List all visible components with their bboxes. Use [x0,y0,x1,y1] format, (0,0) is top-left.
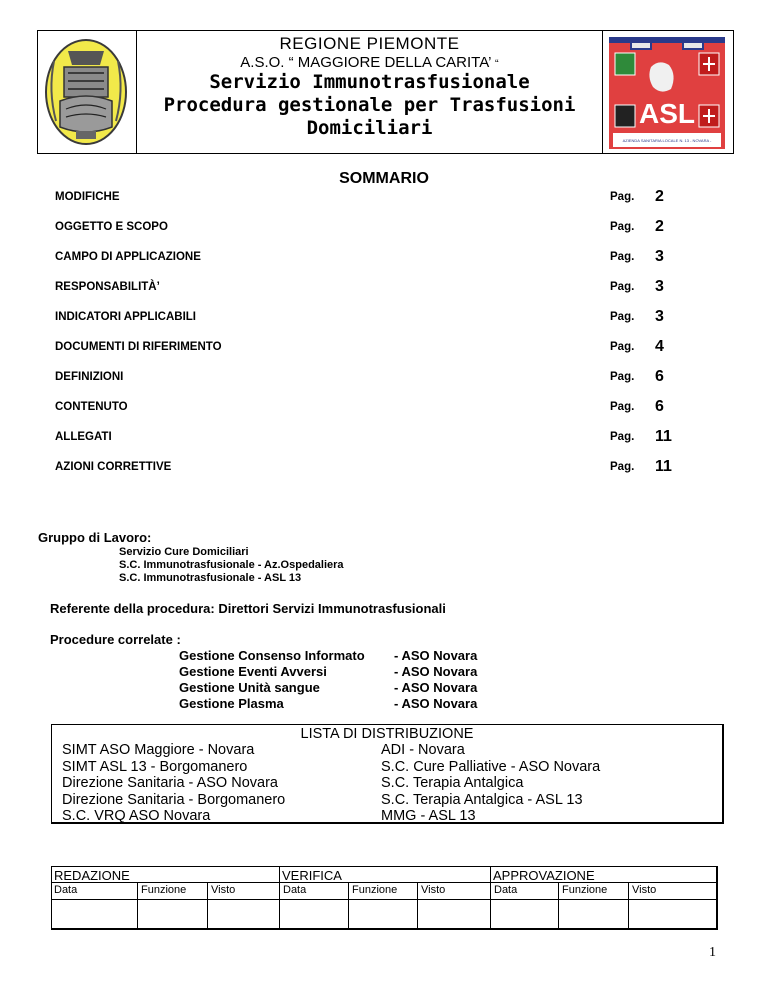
verifica-data: Data [283,884,307,896]
toc-label: OGGETTO E SCOPO [55,221,168,233]
document-header [37,30,734,154]
approvazione-header: APPROVAZIONE [493,868,595,883]
toc-label: RESPONSABILITÀ’ [55,281,160,293]
toc-pag-label: Pag. [610,251,635,263]
toc-row [55,245,695,275]
distribution-item: S.C. Terapia Antalgica [381,775,524,791]
toc-label: ALLEGATI [55,431,112,443]
procedure-org: - ASO Novara [394,680,478,695]
toc-page-number: 6 [655,368,664,385]
approval-cell-border [628,882,629,928]
approval-divider [52,899,716,900]
toc-page-number: 11 [655,428,672,445]
distribution-item: Direzione Sanitaria - ASO Novara [62,775,278,791]
approval-table [51,866,718,930]
logo-right [602,31,733,153]
toc-pag-label: Pag. [610,401,635,413]
distribution-item: SIMT ASO Maggiore - Novara [62,742,255,758]
asl-logo-text: ASL [639,98,695,129]
distribution-item: ADI - Novara [381,742,465,758]
approval-cell-border [417,882,418,928]
gruppo-members [119,546,344,585]
approvazione-funzione: Funzione [562,884,608,896]
toc-label: AZIONI CORRETTIVE [55,461,172,473]
procedure-item [179,696,509,712]
toc-label: DOCUMENTI DI RIFERIMENTO [55,341,222,353]
procedure-name: Gestione Consenso Informato [179,648,365,663]
coat-of-arms-icon [38,31,134,153]
distribution-item: SIMT ASL 13 - Borgomanero [62,758,248,775]
toc-page-number: 2 [655,188,664,205]
procedure-item [179,648,509,664]
procedure-label: Procedure correlate : [50,632,181,647]
toc-pag-label: Pag. [610,431,635,443]
toc-pag-label: Pag. [610,341,635,353]
aso-quote: “ [495,58,499,70]
approval-cell-border [279,867,280,928]
toc-pag-label: Pag. [610,221,635,233]
toc-label: CONTENUTO [55,401,128,413]
logo-left [38,31,137,153]
document-title [137,71,602,140]
header-center [137,31,602,153]
gruppo-member: S.C. Immunotrasfusionale - Az.Ospedaliera [119,559,344,571]
toc-row [55,275,695,305]
toc-page-number: 3 [655,278,664,295]
aso-name: A.S.O. “ MAGGIORE DELLA CARITA’ [240,54,496,71]
title-line-2: Procedura gestionale per Trasfusioni [163,94,576,116]
approvazione-data: Data [494,884,518,896]
procedure-item [179,680,509,696]
distribution-item: Direzione Sanitaria - Borgomanero [62,791,286,808]
toc-page-number: 4 [655,338,664,355]
toc-row [55,395,695,425]
toc-page-number: 3 [655,308,664,325]
toc-row [55,215,695,245]
toc-row [55,455,695,485]
distribution-item: S.C. Terapia Antalgica - ASL 13 [381,791,583,808]
redazione-funzione: Funzione [141,884,187,896]
toc-label: DEFINIZIONI [55,371,124,383]
procedure-list [179,648,509,712]
asl-logo-icon [603,31,731,153]
redazione-visto: Visto [211,884,236,896]
distribution-left-column [62,742,285,825]
asl-logo-caption: AZIENDA SANITARIA LOCALE N. 13 - NOVARA - [622,138,712,143]
approval-divider [52,882,716,883]
toc-row [55,425,695,455]
distribution-list [51,724,724,824]
toc-pag-label: Pag. [610,281,635,293]
toc-pag-label: Pag. [610,311,635,323]
procedure-org: - ASO Novara [394,648,478,663]
region-title: REGIONE PIEMONTE [279,34,460,53]
page-number: 1 [709,945,716,960]
toc-pag-label: Pag. [610,461,635,473]
approval-cell-border [137,882,138,928]
procedure-item [179,664,509,680]
toc-row [55,335,695,365]
approval-cell-border [207,882,208,928]
toc-row [55,305,695,335]
gruppo-label: Gruppo di Lavoro: [38,530,152,545]
distribution-item: MMG - ASL 13 [381,808,476,824]
procedure-name: Gestione Unità sangue [179,680,320,695]
sommario-title: SOMMARIO [339,170,429,187]
title-line-1: Servizio Immunotrasfusionale [209,71,530,93]
procedure-name: Gestione Eventi Avversi [179,664,327,679]
title-line-3: Domiciliari [306,117,433,139]
table-of-contents [55,185,695,485]
procedure-name: Gestione Plasma [179,696,284,711]
gruppo-member: Servizio Cure Domiciliari [119,546,249,558]
toc-page-number: 11 [655,458,672,475]
aso-title [137,54,602,71]
approval-cell-border [490,867,491,928]
distribution-item: S.C. VRQ ASO Novara [62,808,211,824]
toc-row [55,185,695,215]
toc-page-number: 3 [655,248,664,265]
toc-row [55,365,695,395]
redazione-data: Data [54,884,78,896]
distribution-item: S.C. Cure Palliative - ASO Novara [381,758,601,775]
verifica-funzione: Funzione [352,884,398,896]
procedure-org: - ASO Novara [394,664,478,679]
distribution-right-column [381,742,600,825]
verifica-visto: Visto [421,884,446,896]
toc-label: INDICATORI APPLICABILI [55,311,196,323]
toc-pag-label: Pag. [610,191,635,203]
approval-cell-border [558,882,559,928]
toc-page-number: 6 [655,398,664,415]
approvazione-visto: Visto [632,884,657,896]
referente: Referente della procedura: Direttori Servizi Immunotrasfusionali [50,601,446,616]
toc-pag-label: Pag. [610,371,635,383]
toc-label: CAMPO DI APPLICAZIONE [55,251,201,263]
toc-label: MODIFICHE [55,191,120,203]
redazione-header: REDAZIONE [54,868,130,883]
gruppo-member: S.C. Immunotrasfusionale - ASL 13 [119,572,302,584]
approval-cell-border [348,882,349,928]
toc-page-number: 2 [655,218,664,235]
verifica-header: VERIFICA [282,868,342,883]
procedure-org: - ASO Novara [394,696,478,711]
distribution-list-title: LISTA DI DISTRIBUZIONE [300,726,474,742]
